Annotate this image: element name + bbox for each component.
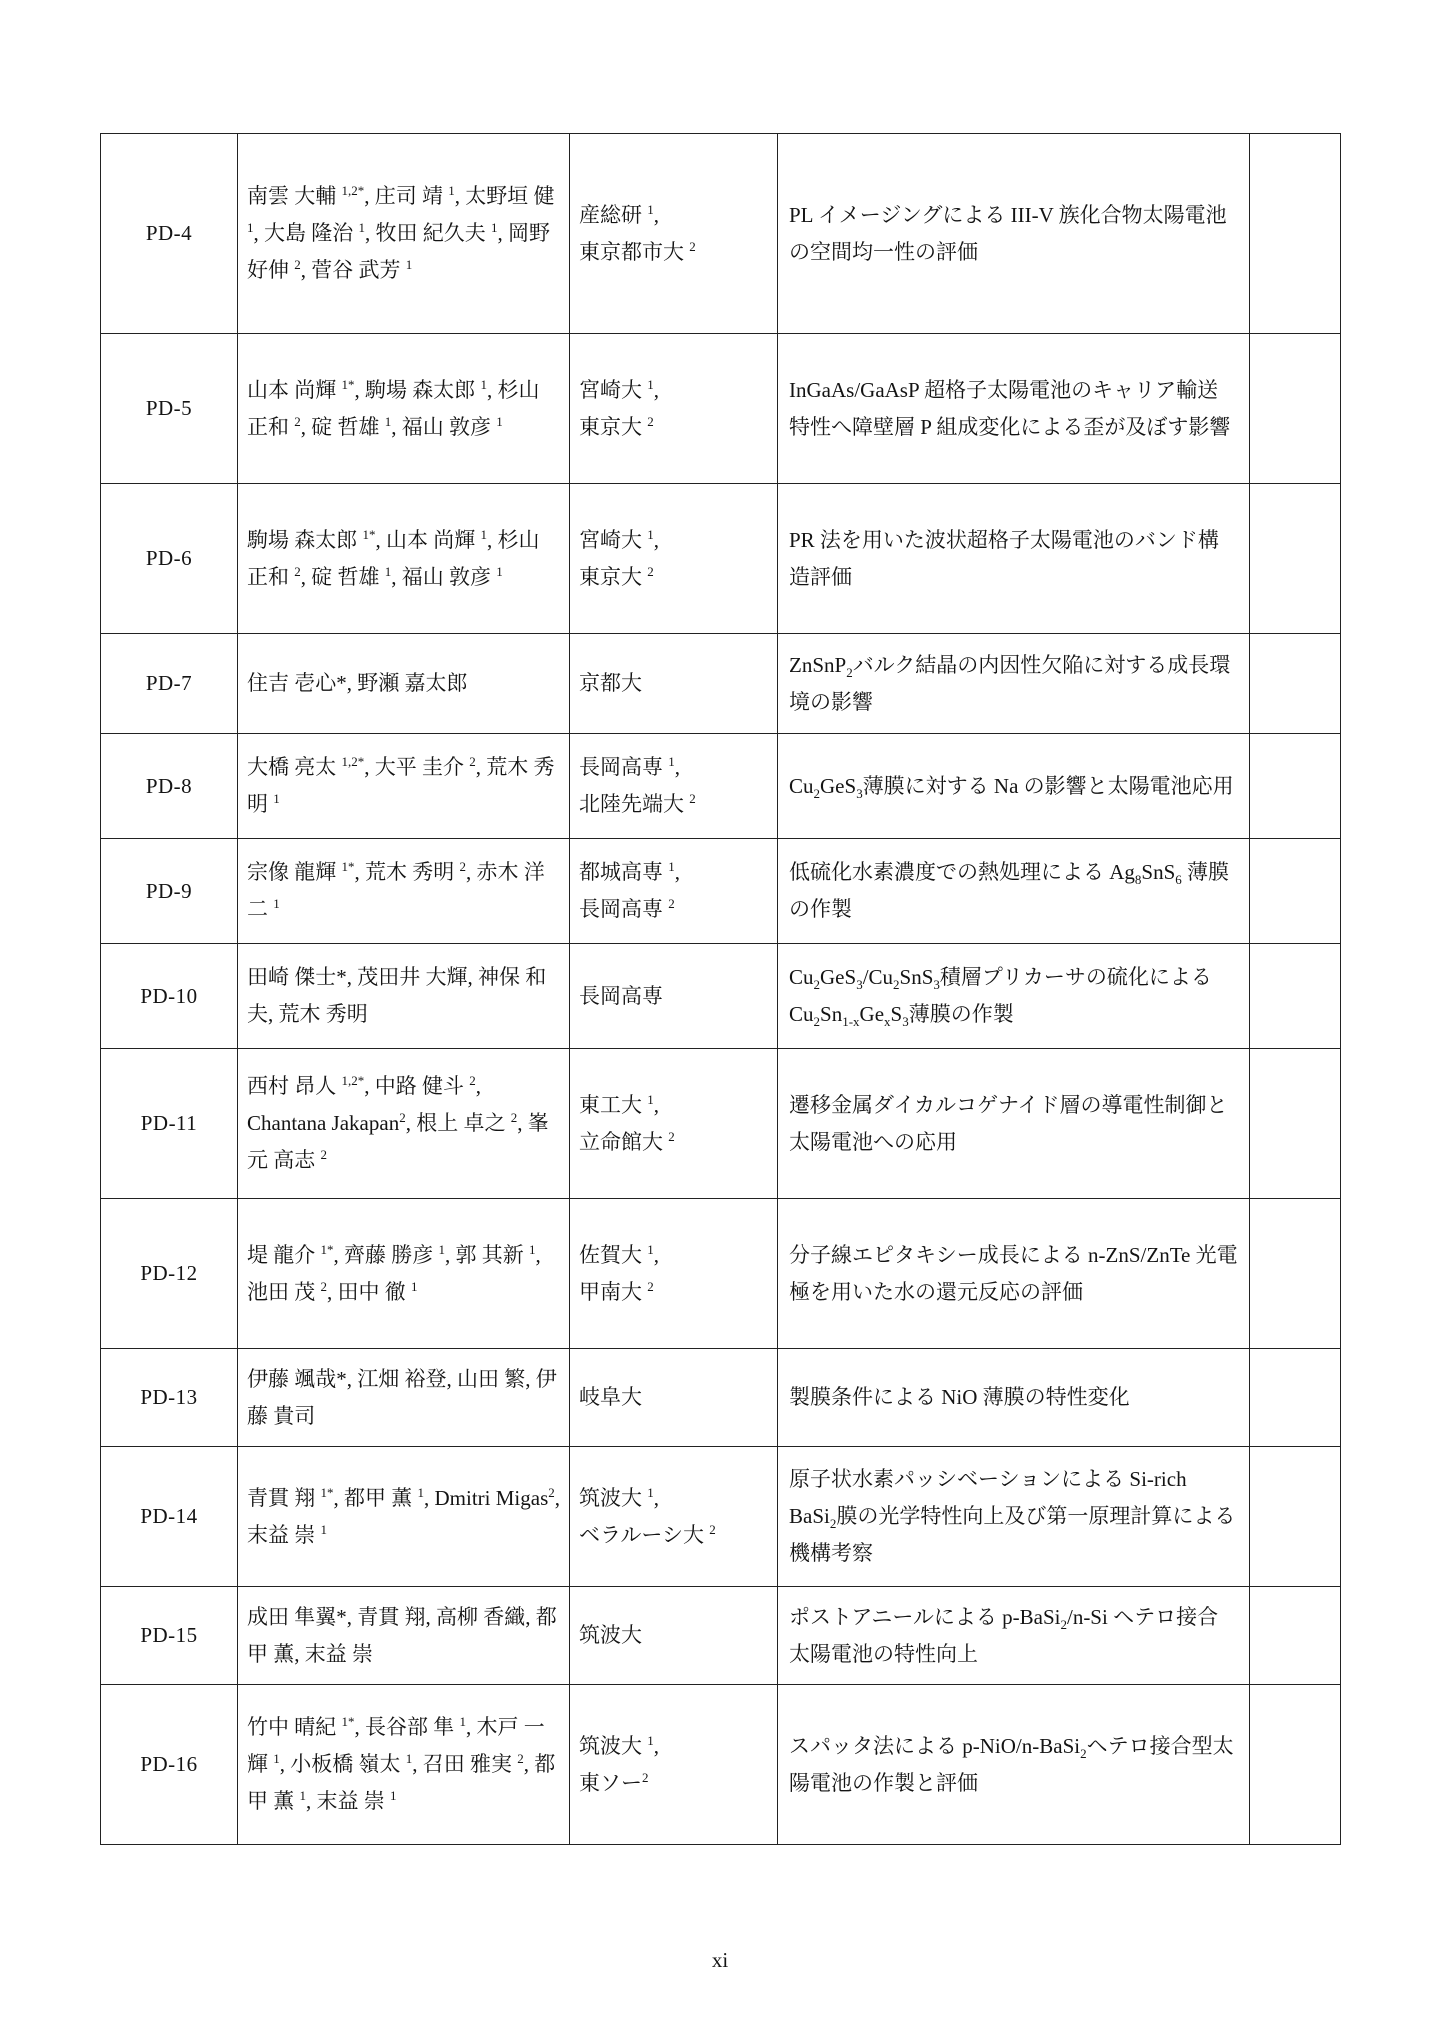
authors-cell: 西村 昂人 $^{1,2*}$, 中路 健斗 $^2$, Chantana Jakapan$^2$, 根上 卓之 $^2$, 峯元 高志 $^2$ — [238, 1049, 570, 1199]
notes-cell — [1250, 484, 1341, 634]
title-cell: ポストアニールによる p-BaSi$_2$/n-Si ヘテロ接合太陽電池の特性向上 — [778, 1587, 1250, 1685]
notes-cell — [1250, 1685, 1341, 1845]
table-row — [101, 1049, 1341, 1199]
affiliation-cell: 東工大 $^1$, 立命館大 $^2$ — [570, 1049, 778, 1199]
authors-cell: 田崎 傑士*, 茂田井 大輝, 神保 和夫, 荒木 秀明 — [238, 944, 570, 1049]
authors-cell: 竹中 晴紀 $^{1*}$, 長谷部 隼 $^1$, 木戸 一輝 $^1$, 小板橋 嶺太 $^1$, 召田 雅実 $^2$, 都甲 薫 $^1$, 末益 崇 $^1$ — [238, 1685, 570, 1845]
table-row — [101, 1349, 1341, 1447]
title-cell: InGaAs/GaAsP 超格子太陽電池のキャリア輸送特性へ障壁層 P 組成変化による歪が及ぼす影響 — [778, 334, 1250, 484]
affiliation-cell: 都城高専 $^1$, 長岡高専 $^2$ — [570, 839, 778, 944]
title-cell: $Cu_2GeS_3/Cu_2SnS_3$積層プリカーサの硫化による $Cu_2Sn_{1-x}Ge_xS_3$薄膜の作製 — [778, 944, 1250, 1049]
authors-cell: 住吉 壱心*, 野瀬 嘉太郎 — [238, 634, 570, 734]
table-row — [101, 1587, 1341, 1685]
presentation-id: PD-11 — [101, 1049, 238, 1199]
affiliation-cell: 宮崎大 $^1$, 東京大 $^2$ — [570, 334, 778, 484]
title-cell: 低硫化水素濃度での熱処理による $Ag_8SnS_6$ 薄膜の作製 — [778, 839, 1250, 944]
notes-cell — [1250, 1049, 1341, 1199]
notes-cell — [1250, 839, 1341, 944]
affiliation-cell: 筑波大 — [570, 1587, 778, 1685]
presentation-id: PD-14 — [101, 1447, 238, 1587]
affiliation-cell: 筑波大 $^1$, 東ソー$^2$ — [570, 1685, 778, 1845]
table-row — [101, 1447, 1341, 1587]
title-cell: PL イメージングによる III-V 族化合物太陽電池の空間均一性の評価 — [778, 134, 1250, 334]
title-cell: 分子線エピタキシー成長による n-ZnS/ZnTe 光電極を用いた水の還元反応の評価 — [778, 1199, 1250, 1349]
table-row — [101, 734, 1341, 839]
notes-cell — [1250, 1199, 1341, 1349]
table-row — [101, 484, 1341, 634]
authors-cell: 駒場 森太郎 $^{1*}$, 山本 尚輝 $^1$, 杉山 正和 $^2$, 碇 哲雄 $^1$, 福山 敦彦 $^1$ — [238, 484, 570, 634]
affiliation-cell: 長岡高専 — [570, 944, 778, 1049]
presentation-id: PD-9 — [101, 839, 238, 944]
presentation-id: PD-6 — [101, 484, 238, 634]
table-row — [101, 334, 1341, 484]
affiliation-cell: 産総研 $^1$, 東京都市大 $^2$ — [570, 134, 778, 334]
affiliation-cell: 宮崎大 $^1$, 東京大 $^2$ — [570, 484, 778, 634]
authors-cell: 南雲 大輔 $^{1,2*}$, 庄司 靖 $^1$, 太野垣 健 $^1$, 大島 隆治 $^1$, 牧田 紀久夫 $^1$, 岡野 好伸 $^2$, 菅谷 武芳 $^1$ — [238, 134, 570, 334]
table-row — [101, 944, 1341, 1049]
title-cell: 原子状水素パッシベーションによる Si-rich BaSi$_2$膜の光学特性向上及び第一原理計算による機構考察 — [778, 1447, 1250, 1587]
presentation-id: PD-12 — [101, 1199, 238, 1349]
affiliation-cell: 岐阜大 — [570, 1349, 778, 1447]
notes-cell — [1250, 634, 1341, 734]
authors-cell: 山本 尚輝 $^{1*}$, 駒場 森太郎 $^1$, 杉山 正和 $^2$, 碇 哲雄 $^1$, 福山 敦彦 $^1$ — [238, 334, 570, 484]
authors-cell: 宗像 龍輝 $^{1*}$, 荒木 秀明 $^2$, 赤木 洋二 $^1$ — [238, 839, 570, 944]
notes-cell — [1250, 734, 1341, 839]
authors-cell: 伊藤 颯哉*, 江畑 裕登, 山田 繁, 伊藤 貴司 — [238, 1349, 570, 1447]
authors-cell: 成田 隼翼*, 青貫 翔, 高柳 香織, 都甲 薫, 末益 崇 — [238, 1587, 570, 1685]
authors-cell: 青貫 翔 $^{1*}$, 都甲 薫 $^1$, Dmitri Migas$^2$, 末益 崇 $^1$ — [238, 1447, 570, 1587]
presentation-id: PD-16 — [101, 1685, 238, 1845]
table-row — [101, 839, 1341, 944]
presentation-id: PD-10 — [101, 944, 238, 1049]
page-number: xi — [711, 1948, 729, 1972]
presentation-id: PD-4 — [101, 134, 238, 334]
title-cell: PR 法を用いた波状超格子太陽電池のバンド構造評価 — [778, 484, 1250, 634]
presentation-id: PD-5 — [101, 334, 238, 484]
authors-cell: 大橋 亮太 $^{1,2*}$, 大平 圭介 $^2$, 荒木 秀明 $^1$ — [238, 734, 570, 839]
table-row — [101, 1199, 1341, 1349]
title-cell: ZnSnP$_2$バルク結晶の内因性欠陥に対する成長環境の影響 — [778, 634, 1250, 734]
poster-program-table — [100, 133, 1341, 1845]
title-cell: スパッタ法による p-NiO/n-BaSi$_2$ヘテロ接合型太陽電池の作製と評価 — [778, 1685, 1250, 1845]
notes-cell — [1250, 1447, 1341, 1587]
table-row — [101, 634, 1341, 734]
presentation-id: PD-15 — [101, 1587, 238, 1685]
table-row — [101, 1685, 1341, 1845]
presentation-id: PD-8 — [101, 734, 238, 839]
affiliation-cell: 京都大 — [570, 634, 778, 734]
title-cell: 製膜条件による NiO 薄膜の特性変化 — [778, 1349, 1250, 1447]
title-cell: 遷移金属ダイカルコゲナイド層の導電性制御と太陽電池への応用 — [778, 1049, 1250, 1199]
table-row — [101, 134, 1341, 334]
presentation-id: PD-7 — [101, 634, 238, 734]
notes-cell — [1250, 944, 1341, 1049]
notes-cell — [1250, 134, 1341, 334]
affiliation-cell: 筑波大 $^1$, ベラルーシ大 $^2$ — [570, 1447, 778, 1587]
title-cell: $Cu_2GeS_3$薄膜に対する Na の影響と太陽電池応用 — [778, 734, 1250, 839]
notes-cell — [1250, 1587, 1341, 1685]
notes-cell — [1250, 334, 1341, 484]
affiliation-cell: 長岡高専 $^1$, 北陸先端大 $^2$ — [570, 734, 778, 839]
notes-cell — [1250, 1349, 1341, 1447]
affiliation-cell: 佐賀大 $^1$, 甲南大 $^2$ — [570, 1199, 778, 1349]
authors-cell: 堤 龍介 $^{1*}$, 齊藤 勝彦 $^1$, 郭 其新 $^1$, 池田 茂 $^2$, 田中 徹 $^1$ — [238, 1199, 570, 1349]
presentation-id: PD-13 — [101, 1349, 238, 1447]
